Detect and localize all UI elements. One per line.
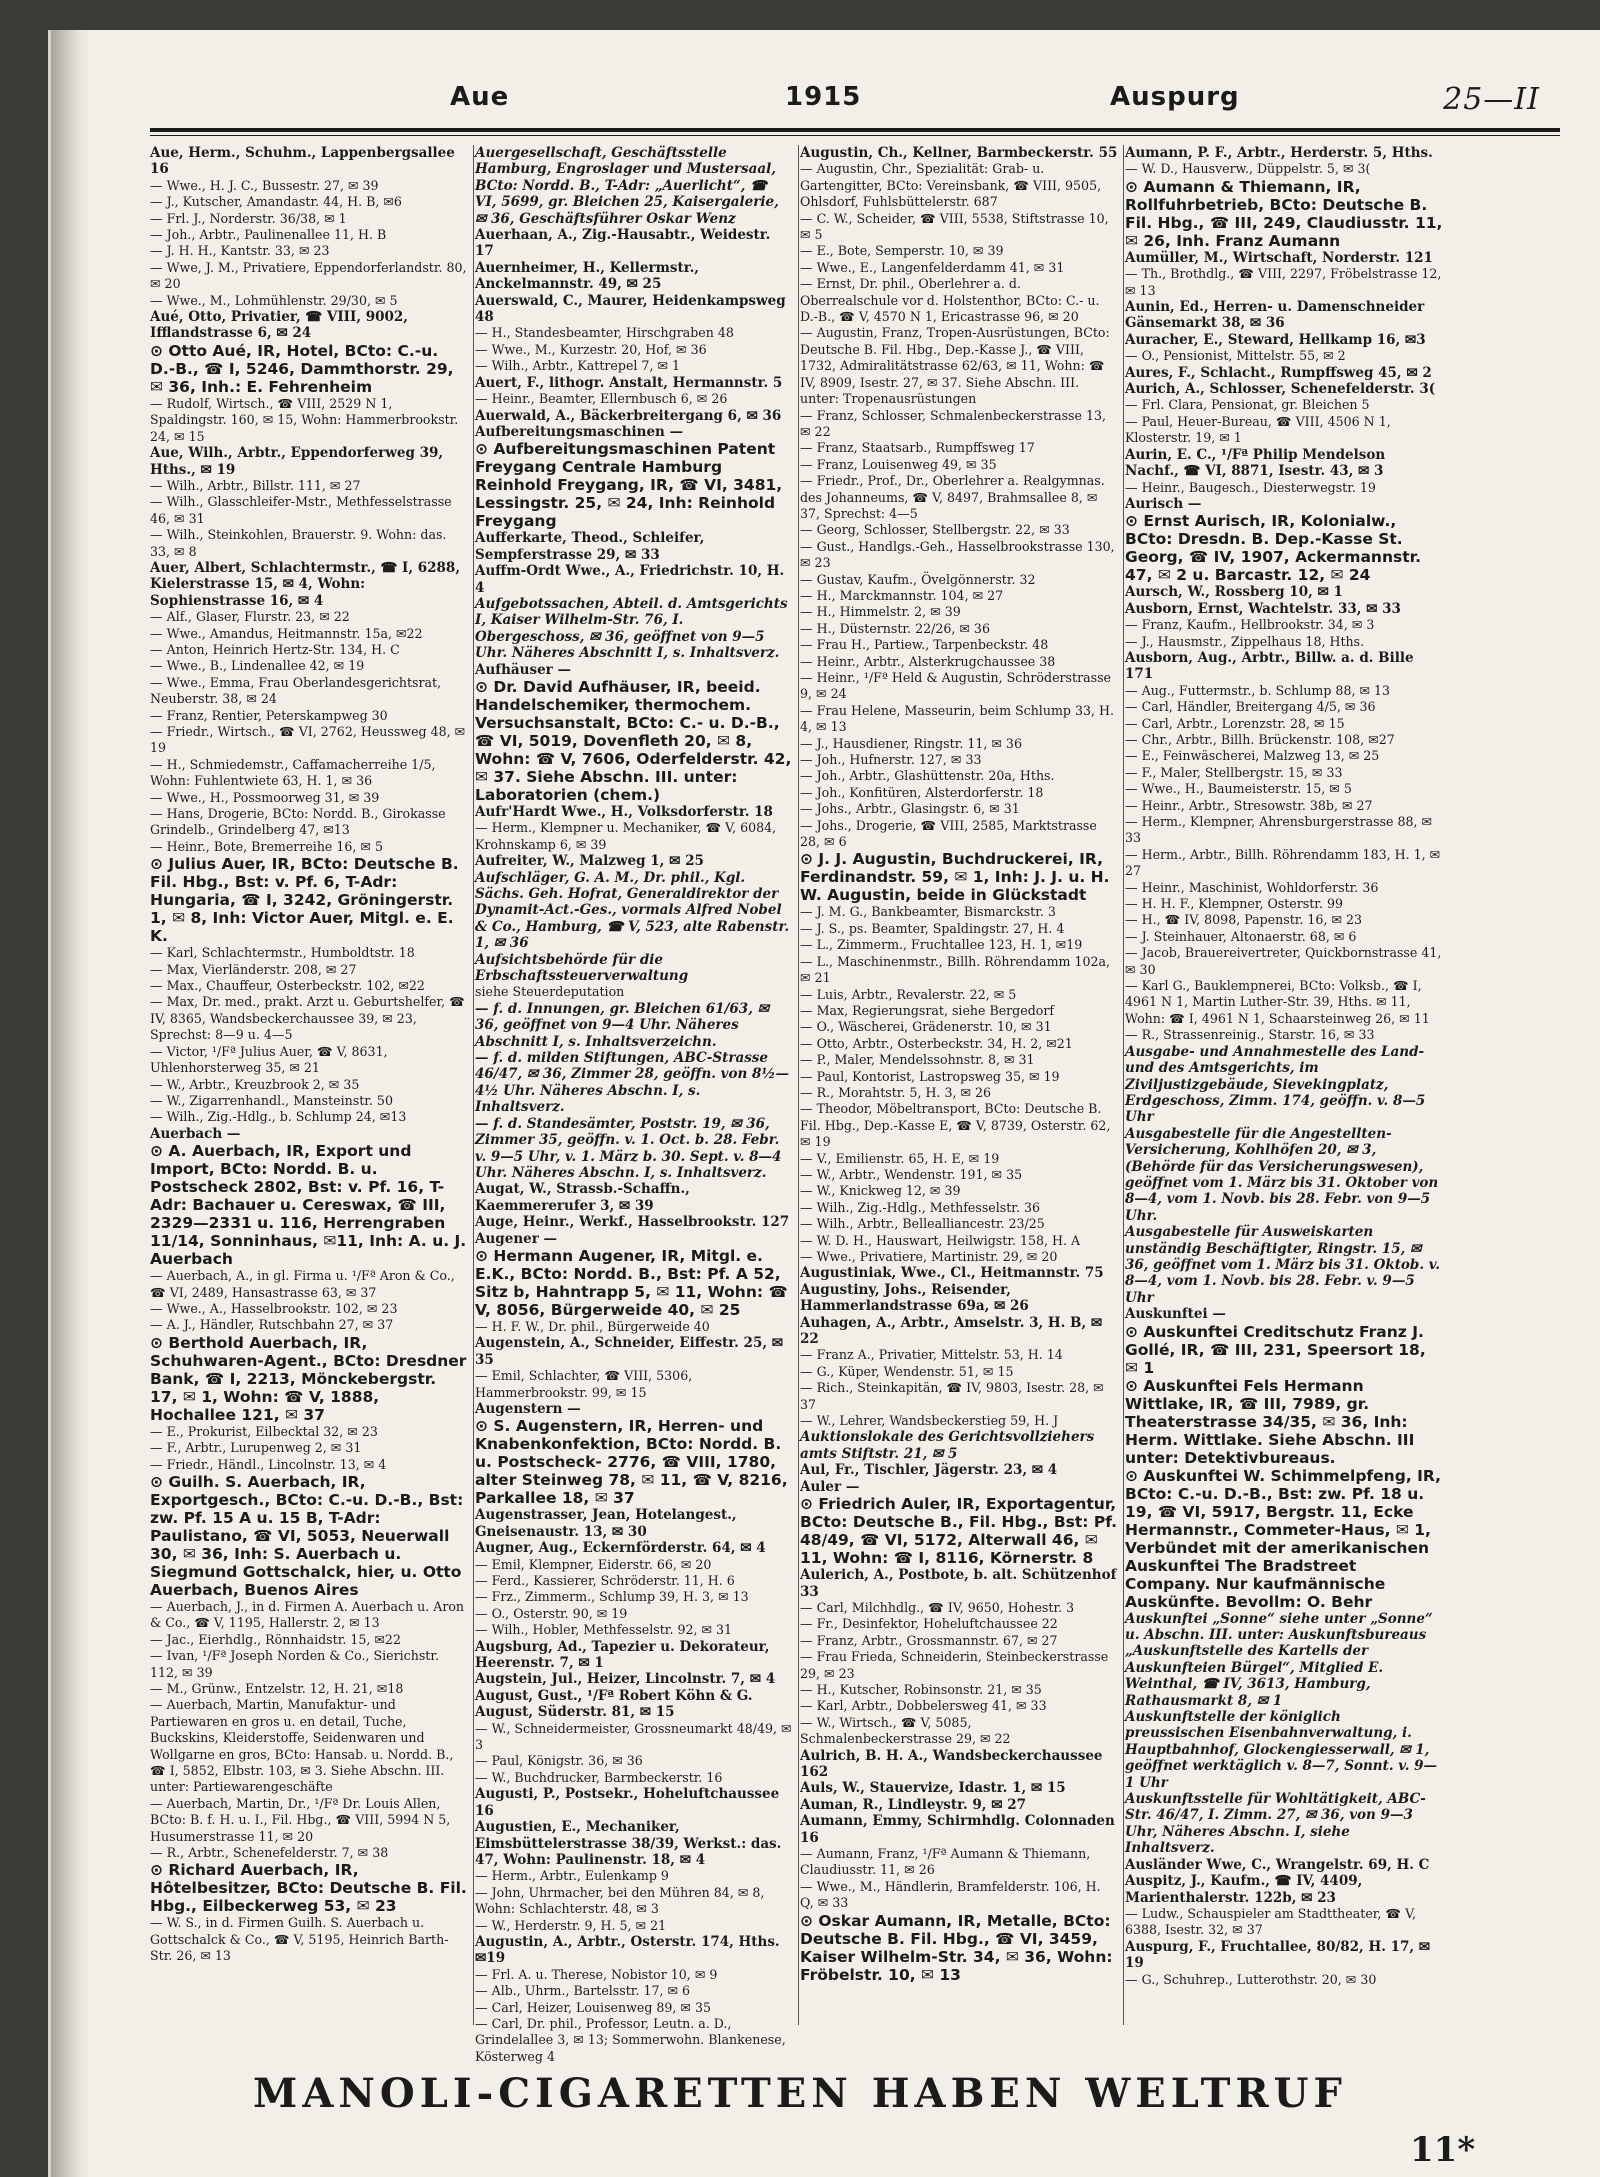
directory-entry: — Ivan, ¹/Fª Joseph Norden & Co., Sierichstr. 112, ✉ 39 — [150, 1648, 440, 1680]
directory-entry: — J. Steinhauer, Altonaerstr. 68, ✉ 6 — [1125, 928, 1357, 944]
directory-entry: — Carl, Dr. phil., Professor, Leutn. a. D., Grindelallee 3, ✉ 13; Sommerwohn. Blankenese, Kösterweg 4 — [475, 2015, 786, 2064]
directory-entry: Aufhäuser — — [475, 661, 571, 678]
directory-entry: — Franz, Arbtr., Grossmannstr. 67, ✉ 27 — [800, 1632, 1058, 1648]
directory-entry: — W., Schneidermeister, Grossneumarkt 48/49, ✉ 3 — [475, 1720, 792, 1753]
directory-entry: — Max., Chauffeur, Osterbeckstr. 102, ✉22 — [150, 978, 425, 994]
directory-entry: — Wwe., M., Händlerin, Bramfelderstr. 106, H. Q, ✉ 33 — [800, 1878, 1101, 1911]
directory-entry: Auergesellschaft, Geschäftsstelle Hamburg, Engroslager und Mustersaal, BCto: Nordd. B., T-Adr: „Auerlicht“, ☎ VI, 5699, gr. Bleichen 25, Kaisergalerie, ✉ 36, Geschäftsführer Oskar Wenz — [475, 145, 779, 227]
directory-entry: Aufsichtsbehörde für die Erbschaftssteuerverwaltung — [475, 951, 689, 985]
directory-entry: — Aug., Futtermstr., b. Schlump 88, ✉ 13 — [1125, 682, 1391, 698]
directory-entry: — Carl, Arbtr., Lorenzstr. 28, ✉ 15 — [1125, 715, 1345, 731]
directory-entry: ⊙ A. Auerbach, IR, Export und Import, BCto: Nordd. B. u. Postscheck 2802, Bst: v. Pf. 16, T-Adr: Bachauer u. Cereswax, ☎ III, 2329—2331 u. 116, Herrengraben 11/14, Sonninhaus, ✉11, Inh: A. u. J. Auerbach — [150, 1142, 467, 1269]
directory-entry: Aufgebotssachen, Abteil. d. Amtsgerichts I, Kaiser Wilhelm-Str. 76, I. Obergeschoss, ✉ 36, geöffnet von 9—5 Uhr. Näheres Abschnitt I, s. Inhaltsverz. — [475, 595, 788, 662]
directory-entry: — H., Standesbeamter, Hirschgraben 48 — [475, 325, 734, 341]
column-2 — [475, 145, 793, 2064]
directory-entry: — Johs., Arbtr., Glasingstr. 6, ✉ 31 — [800, 801, 1020, 817]
directory-entry: Auskunftei — — [1125, 1306, 1226, 1323]
header-rule-thin — [150, 135, 1560, 136]
directory-entry: — Friedr., Prof., Dr., Oberlehrer a. Realgymnas. des Johanneums, ☎ V, 8497, Brahmsallee 8, ✉ 37, Sprechst: 4—5 — [800, 473, 1105, 521]
directory-entry: Auerhaan, A., Zig.-Hausabtr., Weidestr. 17 — [475, 227, 771, 260]
directory-entry: Augener — — [475, 1230, 558, 1247]
directory-entry: — Alf., Glaser, Flurstr. 23, ✉ 22 — [150, 609, 350, 625]
directory-entry: ⊙ Aufbereitungsmaschinen Patent Freygang Centrale Hamburg Reinhold Freygang, IR, ☎ VI, 3481, Lessingstr. 25, ✉ 24, Inh: Reinhold Freygang — [475, 440, 783, 531]
directory-entry: Auktionslokale des Gerichtsvollziehers amts Stiftstr. 21, ✉ 5 — [800, 1429, 1095, 1462]
directory-entry: Auspitz, J., Kaufm., ☎ IV, 4409, Marienthalerstr. 122b, ✉ 23 — [1125, 1873, 1363, 1906]
directory-entry: — A. J., Händler, Rutschbahn 27, ✉ 37 — [150, 1317, 394, 1333]
directory-entry: Ausländer Wwe, C., Wrangelstr. 69, H. C — [1125, 1856, 1430, 1873]
header-last-name: Auspurg — [1110, 82, 1240, 112]
directory-entry: ⊙ Oskar Aumann, IR, Metalle, BCto: Deutsche B. Fil. Hbg., ☎ VI, 3459, Kaiser Wilhelm-Str. 34, ✉ 36, Wohn: Fröbelstr. 10, ✉ 13 — [800, 1911, 1113, 1984]
directory-entry: — Rudolf, Wirtsch., ☎ VIII, 2529 N 1, Spaldingstr. 160, ✉ 15, Wohn: Hammerbrookstr. 24, ✉ 15 — [150, 395, 459, 444]
directory-entry: siehe Steuerdeputation — [475, 984, 625, 1000]
directory-entry: ⊙ Ernst Aurisch, IR, Kolonialw., BCto: Dresdn. B. Dep.-Kasse St. Georg, ☎ IV, 1907, Ackermannstr. 47, ✉ 2 u. Barcastr. 12, ✉ 24 — [1125, 512, 1421, 585]
directory-entry: — Otto, Arbtr., Osterbeckstr. 34, H. 2, ✉21 — [800, 1035, 1073, 1051]
directory-entry: ⊙ Hermann Augener, IR, Mitgl. e. E.K., BCto: Nordd. B., Bst: Pf. A 52, Sitz b, Hahntrapp 5, ✉ 11, Wohn: ☎ V, 8056, Bürgerweide 40, ✉ 25 — [475, 1246, 788, 1319]
header-rule — [150, 128, 1560, 132]
page-header — [110, 82, 1560, 122]
directory-entry: — Herm., Arbtr., Billh. Röhrendamm 183, H. 1, ✉ 27 — [1125, 846, 1441, 879]
directory-entry: Aufferkarte, Theod., Schleifer, Sempferstrasse 29, ✉ 33 — [475, 530, 705, 563]
directory-entry: Augustien, E., Mechaniker, Eimsbüttelerstrasse 38/39, Werkst.: das. 47, Wohn: Paulinenstr. 18, ✉ 4 — [475, 1819, 782, 1868]
directory-entry: — Auerbach, A., in gl. Firma u. ¹/Fª Aron & Co., ☎ VI, 2489, Hansastrasse 63, ✉ 37 — [150, 1268, 455, 1300]
directory-entry: — Paul, Heuer-Bureau, ☎ VIII, 4506 N 1, Klosterstr. 19, ✉ 1 — [1125, 413, 1391, 446]
directory-entry: — P., Maler, Mendelssohnstr. 8, ✉ 31 — [800, 1052, 1035, 1068]
directory-entry: ⊙ Richard Auerbach, IR, Hôtelbesitzer, BCto: Deutsche B. Fil. Hbg., Eilbeckerweg 53, ✉ 23 — [150, 1861, 467, 1916]
column-4 — [1125, 145, 1443, 2025]
directory-entry: — Ernst, Dr. phil., Oberlehrer a. d. Oberrealschule vor d. Holstenthor, BCto: C.- u. D.-B., ☎ V, 4570 N 1, Ericastrasse 96, ✉ 20 — [800, 276, 1100, 325]
directory-entry: ⊙ J. J. Augustin, Buchdruckerei, IR, Ferdinandstr. 59, ✉ 1, Inh: J. J. u. H. W. Augustin, beide in Glückstadt — [800, 850, 1110, 905]
directory-entry: — Joh., Konfitüren, Alsterdorferstr. 18 — [800, 784, 1044, 800]
directory-entry: — G., Schuhrep., Lutterothstr. 20, ✉ 30 — [1125, 1971, 1377, 1987]
directory-entry: — O., Wäscherei, Grädenerstr. 10, ✉ 31 — [800, 1019, 1052, 1035]
directory-entry: ⊙ Berthold Auerbach, IR, Schuhwaren-Agent., BCto: Dresdner Bank, ☎ I, 2213, Mönckebergstr. 17, ✉ 1, Wohn: ☎ V, 1888, Hochallee 121, ✉ 37 — [150, 1333, 467, 1424]
directory-entry: — Luis, Arbtr., Revalerstr. 22, ✉ 5 — [800, 986, 1017, 1002]
directory-entry: Augenstein, A., Schneider, Eiffestr. 25, ✉ 35 — [475, 1335, 784, 1368]
directory-entry: — Frau Frieda, Schneiderin, Steinbeckerstrasse 29, ✉ 23 — [800, 1649, 1109, 1681]
directory-entry: — Auerbach, Martin, Manufaktur- und Partiewaren en gros u. en detail, Tuche, Buckskins, Kleiderstoffe, Seidenwaren und Wollgarne en gros, BCto: Hansab. u. Nordd. B., ☎ I, 5852, Elbstr. 103, ✉ 3. Siehe Abschn. III. unter: Partiewarengeschäfte — [150, 1697, 454, 1795]
directory-entry: Augsburg, Ad., Tapezier u. Dekorateur, Heerenstr. 7, ✉ 1 — [475, 1638, 770, 1672]
directory-entry: — F., Arbtr., Lurupenweg 2, ✉ 31 — [150, 1440, 362, 1456]
signature-mark: 11* — [1410, 2130, 1476, 2170]
directory-entry: — Wwe., H., Baumeisterstr. 15, ✉ 5 — [1125, 781, 1352, 797]
directory-entry: — Wilh., Arbtr., Bellealliancestr. 23/25 — [800, 1216, 1045, 1232]
directory-entry: ⊙ Otto Aué, IR, Hotel, BCto: C.-u. D.-B., ☎ I, 5246, Dammthorstr. 29, ✉ 36, Inh.: E. Fehrenheim — [150, 341, 454, 396]
directory-entry: — W., Herderstr. 9, H. 5, ✉ 21 — [475, 1917, 667, 1933]
directory-entry: Auerswald, C., Maurer, Heidenkampsweg 48 — [475, 292, 786, 326]
directory-entry: — Johs., Drogerie, ☎ VIII, 2585, Marktstrasse 28, ✉ 6 — [800, 817, 1097, 850]
directory-entry: — Wilh., Arbtr., Billstr. 111, ✉ 27 — [150, 477, 361, 493]
directory-entry: — Carl, Heizer, Louisenweg 89, ✉ 35 — [475, 1999, 712, 2015]
directory-entry: — Franz, Kaufm., Hellbrookstr. 34, ✉ 3 — [1125, 617, 1375, 633]
directory-entry: — Jac., Eierhdlg., Rönnhaidstr. 15, ✉22 — [150, 1631, 401, 1647]
directory-entry: — R., Strassenreinig., Starstr. 16, ✉ 33 — [1125, 1027, 1375, 1043]
directory-entry: — Max, Regierungsrat, siehe Bergedorf — [800, 1002, 1055, 1018]
directory-entry: Auman, R., Lindleystr. 9, ✉ 27 — [800, 1796, 1026, 1813]
directory-entry: — Frl. J., Norderstr. 36/38, ✉ 1 — [150, 210, 347, 226]
directory-entry: — Frz., Zimmerm., Schlump 39, H. 3, ✉ 13 — [475, 1589, 749, 1605]
directory-entry: Aumann, P. F., Arbtr., Herderstr. 5, Hths. — [1125, 145, 1433, 161]
directory-entry: — f. d. milden Stiftungen, ABC-Strasse 46/47, ✉ 36, Zimmer 28, geöffn. von 8½—4½ Uhr. Näheres Abschn. I, s. Inhaltsverz. — [475, 1050, 789, 1116]
directory-entry: — Ludw., Schauspieler am Stadttheater, ☎ V, 6388, Isestr. 32, ✉ 37 — [1125, 1905, 1416, 1938]
directory-entry: — Heinr., Beamter, Ellernbusch 6, ✉ 26 — [475, 391, 728, 407]
directory-entry: — Fr., Desinfektor, Hoheluftchaussee 22 — [800, 1616, 1058, 1632]
directory-entry: Ausgabe- und Annahmestelle des Land- und des Amtsgerichts, im Ziviljustizgebäude, Sievekingplatz, Erdgeschoss, Zimm. 174, geöffn. v. 8—5 Uhr — [1125, 1043, 1426, 1126]
directory-entry: — Heinr., Baugesch., Diesterwegstr. 19 — [1125, 479, 1376, 495]
directory-entry: — W., Knickweg 12, ✉ 39 — [800, 1183, 961, 1199]
directory-entry: Aures, F., Schlacht., Rumpffsweg 45, ✉ 2 — [1125, 364, 1432, 381]
directory-entry: — Wwe., Emma, Frau Oberlandesgerichtsrat, Neuberstr. 38, ✉ 24 — [150, 674, 442, 707]
directory-entry: ⊙ Julius Auer, IR, BCto: Deutsche B. Fil. Hbg., Bst: v. Pf. 6, T-Adr: Hungaria, ☎ I, 3242, Gröningerstr. 1, ✉ 8, Inh: Victor Auer, Mitgl. e. E. K. — [150, 855, 459, 946]
advertisement-banner: MANOLI-CIGARETTEN HABEN WELTRUF — [253, 2070, 1347, 2117]
directory-entry: Auernheimer, H., Kellermstr., Anckelmannstr. 49, ✉ 25 — [475, 259, 699, 293]
directory-entry: Augner, Aug., Eckernförderstr. 64, ✉ 4 — [475, 1540, 766, 1557]
directory-entry: Augustiniak, Wwe., Cl., Heitmannstr. 75 — [800, 1265, 1104, 1282]
directory-entry: Auspurg, F., Fruchtallee, 80/82, H. 17, ✉19 — [1125, 1938, 1431, 1972]
directory-entry: — Anton, Heinrich Hertz-Str. 134, H. C — [150, 641, 400, 657]
directory-entry: Auert, F., lithogr. Anstalt, Hermannstr. 5 — [475, 374, 783, 391]
directory-entry: — W. S., in d. Firmen Guilh. S. Auerbach u. Gottschalck & Co., ☎ V, 5195, Heinrich Barth-Str. 26, ✉ 13 — [150, 1915, 449, 1964]
directory-entry: — Wwe., B., Lindenallee 42, ✉ 19 — [150, 658, 365, 674]
directory-entry: — Heinr., Arbtr., Alsterkrugchaussee 38 — [800, 653, 1056, 669]
directory-entry: Augusti, P., Postsekr., Hoheluftchaussee 16 — [475, 1786, 780, 1819]
directory-entry: — Franz A., Privatier, Mittelstr. 53, H. 14 — [800, 1347, 1063, 1363]
directory-entry: — Max, Dr. med., prakt. Arzt u. Geburtshelfer, ☎ IV, 8365, Wandsbeckerchaussee 39, ✉ 23, Sprechst: 8—9 u. 4—5 — [150, 994, 465, 1043]
directory-entry: Aumann, Emmy, Schirmhdlg. Colonnaden 16 — [800, 1813, 1115, 1846]
directory-entry: — Wilh., Zig.-Hdlg., Methfesselstr. 36 — [800, 1199, 1040, 1215]
directory-entry: — Wilh., Arbtr., Kattrepel 7, ✉ 1 — [475, 358, 681, 374]
directory-entry: — Wwe., A., Hasselbrookstr. 102, ✉ 23 — [150, 1300, 398, 1316]
directory-entry: Aufbereitungsmaschinen — — [475, 423, 684, 440]
directory-entry: Ausborn, Ernst, Wachtelstr. 33, ✉ 33 — [1125, 600, 1401, 617]
directory-entry: Aursch, W., Rossberg 10, ✉ 1 — [1125, 584, 1343, 601]
directory-entry: — Auerbach, Martin, Dr., ¹/Fª Dr. Louis Allen, BCto: B. f. H. u. I., Fil. Hbg., ☎ VIII, 5994 N 5, Husumerstrasse 11, ✉ 20 — [150, 1795, 451, 1844]
directory-entry: Aurin, E. C., ¹/Fª Philip Mendelson Nachf., ☎ VI, 8871, Isestr. 43, ✉ 3 — [1125, 446, 1386, 480]
directory-entry: — E., Feinwäscherei, Malzweg 13, ✉ 25 — [1125, 748, 1380, 764]
header-year: 1915 — [785, 82, 862, 112]
directory-entry: — H., Schmiedemstr., Caffamacherreihe 1/5, Wohn: Fuhlentwiete 63, H. 1, ✉ 36 — [150, 756, 436, 789]
directory-entry: — Hans, Drogerie, BCto: Nordd. B., Girokasse Grindelb., Grindelberg 47, ✉13 — [150, 806, 446, 838]
directory-entry: — Wilh., Steinkohlen, Brauerstr. 9. Wohn: das. 33, ✉ 8 — [150, 527, 447, 559]
directory-entry: Aul, Fr., Tischler, Jägerstr. 23, ✉ 4 — [800, 1462, 1058, 1479]
directory-entry: — E., Prokurist, Eilbecktal 32, ✉ 23 — [150, 1423, 378, 1439]
directory-entry: — Herm., Klempner, Ahrensburgerstrasse 88, ✉ 33 — [1125, 814, 1433, 846]
directory-entry: — Frl. A. u. Therese, Nobistor 10, ✉ 9 — [475, 1966, 718, 1982]
directory-entry: — W., Lehrer, Wandsbeckerstieg 59, H. J — [800, 1413, 1059, 1429]
directory-entry: — Paul, Königstr. 36, ✉ 36 — [475, 1753, 643, 1769]
directory-entry: — Joh., Arbtr., Paulinenallee 11, H. B — [150, 227, 387, 243]
directory-entry: ⊙ Auskunftei Creditschutz Franz J. Gollé, IR, ☎ III, 231, Speersort 18, ✉ 1 — [1125, 1322, 1426, 1377]
directory-entry: — L., Maschinenmstr., Billh. Röhrendamm 102a, ✉ 21 — [800, 953, 1111, 986]
directory-entry: — Wwe., H., Possmoorweg 31, ✉ 39 — [150, 789, 380, 805]
directory-entry: Aufr'Hardt Wwe., H., Volksdorferstr. 18 — [475, 803, 773, 820]
column-1 — [150, 145, 468, 2025]
directory-entry: — Georg, Schlosser, Stellbergstr. 22, ✉ 33 — [800, 522, 1070, 538]
directory-entry: — Th., Brothdlg., ☎ VIII, 2297, Fröbelstrasse 12, ✉ 13 — [1125, 266, 1442, 298]
directory-entry: — J. S., ps. Beamter, Spaldingstr. 27, H. 4 — [800, 920, 1065, 936]
directory-entry: — Joh., Hufnerstr. 127, ✉ 33 — [800, 752, 982, 768]
directory-entry: — V., Emilienstr. 65, H. E, ✉ 19 — [800, 1150, 1000, 1166]
directory-entry: Ausgabestelle für die Angestellten-Versicherung, Kohlhöfen 20, ✉ 3, (Behörde für das Versicherungswesen), geöffnet vom 1. März bis 31. Oktober von 8—4, vom 1. Novb. bis 28. Febr. von 9—5 Uhr. — [1125, 1125, 1439, 1224]
book-gutter — [51, 30, 91, 2177]
directory-entry: — H., Marckmannstr. 104, ✉ 27 — [800, 587, 1004, 603]
directory-entry: ⊙ Dr. David Aufhäuser, IR, beeid. Handelschemiker, thermochem. Versuchsanstalt, BCto: C.- u. D.-B., ☎ VI, 5019, Dovenfleth 20, ✉ 8, Wohn: ☎ V, 7606, Oderfelderstr. 42, ✉ 37. Siehe Abschn. III. unter: Laboratorien (chem.) — [475, 677, 792, 804]
directory-columns — [150, 145, 1450, 2064]
directory-entry: — O., Pensionist, Mittelstr. 55, ✉ 2 — [1125, 348, 1346, 364]
directory-entry: Aué, Otto, Privatier, ☎ VIII, 9002, Ifflandstrasse 6, ✉ 24 — [150, 309, 408, 342]
directory-entry: Augenstern — — [475, 1400, 581, 1417]
directory-entry: Aue, Wilh., Arbtr., Eppendorferweg 39, Hths., ✉ 19 — [150, 445, 444, 478]
directory-entry: Augat, W., Strassb.-Schaffn., Kaemmererufer 3, ✉ 39 — [475, 1181, 690, 1214]
directory-entry: Auler — — [800, 1478, 860, 1495]
directory-entry: — Gust., Handlgs.-Geh., Hasselbrookstrasse 130, ✉ 23 — [800, 538, 1115, 571]
directory-entry: Auerbach — — [150, 1125, 241, 1142]
directory-entry: Aufreiter, W., Malzweg 1, ✉ 25 — [475, 853, 704, 870]
directory-entry: — John, Uhrmacher, bei den Mühren 84, ✉ 8, Wohn: Schlachterstr. 48, ✉ 3 — [475, 1884, 765, 1917]
directory-entry: — E., Bote, Semperstr. 10, ✉ 39 — [800, 243, 1004, 259]
directory-entry: — f. d. Standesämter, Poststr. 19, ✉ 36, Zimmer 35, geöffn. v. 1. Oct. b. 28. Febr. v. 9—5 Uhr, v. 1. März b. 30. Sept. v. 8—4 Uhr. Näheres Abschn. I, s. Inhaltsverz. — [475, 1115, 782, 1181]
directory-entry: ⊙ Friedrich Auler, IR, Exportagentur, BCto: Deutsche B., Fil. Hbg., Bst: Pf. 48/49, ☎ VI, 5172, Alterwall 46, ✉ 11, Wohn: ☎ I, 8116, Körnerstr. 8 — [800, 1495, 1118, 1568]
directory-entry: — Aumann, Franz, ¹/Fª Aumann & Thiemann, Claudiusstr. 11, ✉ 26 — [800, 1846, 1091, 1878]
directory-entry: — Chr., Arbtr., Billh. Brückenstr. 108, ✉27 — [1125, 731, 1395, 747]
directory-entry: — Rich., Steinkapitän, ☎ IV, 9803, Isestr. 28, ✉ 37 — [800, 1380, 1104, 1412]
directory-entry: — Franz, Rentier, Peterskampweg 30 — [150, 707, 388, 723]
directory-entry: — Emil, Schlachter, ☎ VIII, 5306, Hammerbrookstr. 99, ✉ 15 — [475, 1368, 693, 1400]
directory-entry: — Victor, ¹/Fª Julius Auer, ☎ V, 8631, Uhlenhorsterweg 35, ✉ 21 — [150, 1043, 388, 1076]
directory-entry: „Auskunftstelle des Kartells der Auskunfteien Bürgel“, Mitglied E. Weinthal, ☎ IV, 3613, Hamburg, Rathausmarkt 8, ✉ 1 — [1125, 1643, 1384, 1709]
directory-entry: — Joh., Arbtr., Glashüttenstr. 20a, Hths. — [800, 768, 1055, 784]
directory-entry: — H. H. F., Klempner, Osterstr. 99 — [1125, 896, 1343, 912]
directory-entry: — Franz, Staatsarb., Rumpffsweg 17 — [800, 440, 1035, 456]
directory-entry: — W., Arbtr., Kreuzbrook 2, ✉ 35 — [150, 1076, 360, 1092]
directory-entry: — O., Osterstr. 90, ✉ 19 — [475, 1605, 628, 1621]
directory-entry: — Karl, Arbtr., Dobbelersweg 41, ✉ 33 — [800, 1698, 1047, 1714]
directory-entry: ⊙ Guilh. S. Auerbach, IR, Exportgesch., BCto: C.-u. D.-B., Bst: zw. Pf. 15 A u. 15 B, T-Adr: Paulistano, ☎ VI, 5053, Neuerwall 30, ✉ 36, Inh: S. Auerbach u. Siegmund Gottschalck, hier, u. Otto Auerbach, Buenos Aires — [150, 1472, 464, 1599]
directory-entry: — Herm., Klempner u. Mechaniker, ☎ V, 6084, Krohnskamp 6, ✉ 39 — [475, 820, 777, 852]
directory-entry: — Gustav, Kaufm., Övelgönnerstr. 32 — [800, 571, 1036, 587]
directory-entry: — Franz, Louisenweg 49, ✉ 35 — [800, 456, 997, 472]
directory-entry: — Auerbach, J., in d. Firmen A. Auerbach u. Aron & Co., ☎ V, 1195, Hallerstr. 2, ✉ 13 — [150, 1598, 465, 1631]
directory-entry: — Heinr., ¹/Fª Held & Augustin, Schröderstrasse 9, ✉ 24 — [800, 670, 1111, 702]
directory-entry: — Wilh., Hobler, Methfesselstr. 92, ✉ 31 — [475, 1622, 733, 1638]
column-3 — [800, 145, 1118, 2025]
directory-entry: — Wwe., M., Kurzestr. 20, Hof, ✉ 36 — [475, 341, 707, 357]
directory-entry: — Wwe., M., Lohmühlenstr. 29/30, ✉ 5 — [150, 292, 398, 308]
directory-entry: — Wwe., H. J. C., Bussestr. 27, ✉ 39 — [150, 177, 379, 193]
directory-entry: Auskunftsstelle für Wohltätigkeit, ABC-Str. 46/47, I. Zimm. 27, ✉ 36, von 9—3 Uhr, Näheres Abschn. I, siehe Inhaltsverz. — [1125, 1791, 1426, 1857]
directory-entry: — Wwe., Amandus, Heitmannstr. 15a, ✉22 — [150, 625, 423, 641]
directory-entry: Auskunftstelle der königlich preussischen Eisenbahnverwaltung, i. Hauptbahnhof, Glockengiesserwall, ✉ 1, geöffnet werktäglich v. 8—7, Sonnt. v. 9—1 Uhr — [1125, 1709, 1438, 1791]
directory-entry: Aurich, A., Schlosser, Schenefelderstr. 3( — [1125, 381, 1436, 398]
directory-entry: — Ferd., Kassierer, Schröderstr. 11, H. 6 — [475, 1573, 735, 1588]
directory-entry: — W., Arbtr., Wendenstr. 191, ✉ 35 — [800, 1166, 1023, 1182]
directory-entry: Aue, Herm., Schuhm., Lappenbergsallee 16 — [150, 145, 455, 178]
directory-entry: — W., Wirtsch., ☎ V, 5085, Schmalenbeckerstrasse 29, ✉ 22 — [800, 1714, 1011, 1747]
directory-entry: Auerwald, A., Bäckerbreitergang 6, ✉ 36 — [475, 407, 782, 424]
directory-entry: — W., Zigarrenhandl., Mansteinstr. 50 — [150, 1092, 393, 1108]
directory-entry: Auge, Heinr., Werkf., Hasselbrookstr. 127 — [475, 1214, 790, 1231]
header-first-name: Aue — [450, 82, 510, 112]
directory-entry: — Heinr., Bote, Bremerreihe 16, ✉ 5 — [150, 838, 383, 854]
header-page-number: 25—II — [1443, 82, 1540, 117]
directory-entry: — Jacob, Brauereivertreter, Quickbornstrasse 41, ✉ 30 — [1125, 945, 1442, 977]
directory-entry: — Emil, Klempner, Eiderstr. 66, ✉ 20 — [475, 1556, 712, 1572]
directory-entry: — Karl G., Bauklempnerei, BCto: Volksb., ☎ I, 4961 N 1, Martin Luther-Str. 39, Hths. ✉ 11, Wohn: ☎ I, 4961 N 1, Schaarsteinweg 26, ✉ 11 — [1125, 978, 1430, 1026]
directory-entry: — H. F. W., Dr. phil., Bürgerweide 40 — [475, 1318, 710, 1334]
directory-entry: Aufschläger, G. A. M., Dr. phil., Kgl. Sächs. Geh. Hofrat, Generaldirektor der Dynamit-Act.-Ges., vormals Alfred Nobel & Co., Hamburg, ☎ V, 523, alte Rabenstr. 1, ✉ 36 — [475, 869, 790, 952]
directory-entry: Ausborn, Aug., Arbtr., Billw. a. d. Bille 171 — [1125, 649, 1414, 683]
directory-entry: — M., Grünw., Entzelstr. 12, H. 21, ✉18 — [150, 1681, 404, 1696]
directory-entry: ⊙ Auskunftei W. Schimmelpfeng, IR, BCto: C.-u. D.-B., Bst: zw. Pf. 18 u. 19, ☎ VI, 5917, Bergstr. 11, Ecke Hermannstr., Commeter-Haus, ✉ 1, Verbündet mit der amerikanischen Auskunftei The Bradstreet Company. Nur kaufmännische Auskünfte. Bevollm: O. Behr — [1125, 1466, 1441, 1611]
directory-entry: — J. M. G., Bankbeamter, Bismarckstr. 3 — [800, 904, 1056, 920]
directory-entry: — Franz, Schlosser, Schmalenbeckerstrasse 13, ✉ 22 — [800, 407, 1107, 439]
directory-entry: — Alb., Uhrm., Bartelsstr. 17, ✉ 6 — [475, 1983, 691, 1999]
directory-entry: — R., Arbtr., Schenefelderstr. 7, ✉ 38 — [150, 1845, 389, 1861]
directory-entry: — Wilh., Zig.-Hdlg., b. Schlump 24, ✉13 — [150, 1109, 407, 1125]
directory-entry: — Friedr., Wirtsch., ☎ VI, 2762, Heussweg 48, ✉ 19 — [150, 724, 466, 756]
directory-entry: — Max, Vierländerstr. 208, ✉ 27 — [150, 961, 357, 977]
directory-entry: — Augustin, Franz, Tropen-Ausrüstungen, BCto: Deutsche B. Fil. Hbg., Dep.-Kasse J., ☎ VIII, 1732, Admiralitätstrasse 62/63, ✉ 11, Wohn: ☎ IV, 8909, Isestr. 27, ✉ 37. Siehe Abschn. III. unter: Tropenausrüstungen — [800, 325, 1110, 407]
directory-entry: — G., Küper, Wendenstr. 51, ✉ 15 — [800, 1363, 1014, 1379]
directory-entry: — f. d. Innungen, gr. Bleichen 61/63, ✉ 36, geöffnet von 9—4 Uhr. Näheres Abschnitt I, s. Inhaltsverzeichn. — [475, 1000, 769, 1050]
directory-entry: Augenstrasser, Jean, Hotelangest., Gneisenaustr. 13, ✉ 30 — [475, 1507, 737, 1540]
directory-entry: — Frl. Clara, Pensionat, gr. Bleichen 5 — [1125, 397, 1370, 413]
directory-entry: Augstein, Jul., Heizer, Lincolnstr. 7, ✉ 4 — [475, 1671, 776, 1688]
directory-entry: Auskunftei „Sonne“ siehe unter „Sonne“ u. Abschn. III. unter: Auskunftsbureaus — [1125, 1610, 1433, 1643]
directory-entry: Aumüller, M., Wirtschaft, Norderstr. 121 — [1125, 249, 1433, 266]
directory-entry: Aulrich, B. H. A., Wandsbeckerchaussee 162 — [800, 1747, 1103, 1780]
directory-entry: — Wwe., E., Langenfelderdamm 41, ✉ 31 — [800, 259, 1065, 275]
directory-entry: — J., Kutscher, Amandastr. 44, H. B, ✉6 — [150, 194, 402, 210]
directory-entry: Augustiny, Johs., Reisender, Hammerlandstrasse 69a, ✉ 26 — [800, 1281, 1029, 1315]
directory-entry: — Carl, Milchhdlg., ☎ IV, 9650, Hohestr. 3 — [800, 1599, 1075, 1615]
directory-entry: Auer, Albert, Schlachtermstr., ☎ I, 6288, Kielerstrasse 15, ✉ 4, Wohn: Sophienstrasse 16, ✉ 4 — [150, 559, 461, 609]
directory-entry: — F., Maler, Stellbergstr. 15, ✉ 33 — [1125, 764, 1343, 780]
directory-entry: — Heinr., Arbtr., Stresowstr. 38b, ✉ 27 — [1125, 797, 1373, 813]
directory-entry: ⊙ Aumann & Thiemann, IR, Rollfuhrbetrieb, BCto: Deutsche B. Fil. Hbg., ☎ III, 249, Claudiusstr. 11, ✉ 26, Inh. Franz Aumann — [1125, 177, 1443, 250]
directory-entry: — Frau H., Partiew., Tarpenbeckstr. 48 — [800, 637, 1049, 653]
directory-entry: Aurisch — — [1125, 495, 1202, 512]
directory-entry: — L., Zimmerm., Fruchtallee 123, H. 1, ✉19 — [800, 937, 1083, 953]
directory-entry: — Carl, Händler, Breitergang 4/5, ✉ 36 — [1125, 699, 1376, 715]
directory-entry: — W. D., Hausverw., Düppelstr. 5, ✉ 3( — [1125, 161, 1371, 177]
directory-entry: — J., Hausdiener, Ringstr. 11, ✉ 36 — [800, 735, 1022, 751]
directory-entry: — Paul, Kontorist, Lastropsweg 35, ✉ 19 — [800, 1068, 1060, 1084]
directory-entry: — W., Buchdrucker, Barmbeckerstr. 16 — [475, 1769, 723, 1785]
directory-entry: Auffm-Ordt Wwe., A., Friedrichstr. 10, H. 4 — [475, 563, 785, 596]
directory-entry: Aunin, Ed., Herren- u. Damenschneider Gänsemarkt 38, ✉ 36 — [1125, 299, 1425, 332]
directory-entry: — Wwe, J. M., Privatiere, Eppendorferlandstr. 80, ✉ 20 — [150, 259, 467, 292]
directory-entry: — Wilh., Glasschleifer-Mstr., Methfesselstrasse 46, ✉ 31 — [150, 494, 452, 526]
directory-entry: — Frau Helene, Masseurin, beim Schlump 33, H. 4, ✉ 13 — [800, 702, 1114, 735]
directory-entry: Ausgabestelle für Ausweiskarten unständig Beschäftigter, Ringstr. 15, ✉ 36, geöffnet vom 1. März bis 31. Oktob. v. 8—4, vom 1. Novb. bis 28. Febr. v. 9—5 Uhr — [1125, 1224, 1440, 1306]
directory-entry: — H., Himmelstr. 2, ✉ 39 — [800, 604, 961, 620]
directory-entry: Augustin, Ch., Kellner, Barmbeckerstr. 55 — [800, 145, 1118, 161]
directory-entry: — Wwe., Privatiere, Martinistr. 29, ✉ 20 — [800, 1249, 1058, 1264]
directory-entry: — R., Morahtstr. 5, H. 3, ✉ 26 — [800, 1084, 992, 1100]
directory-entry: — Herm., Arbtr., Eulenkamp 9 — [475, 1868, 669, 1884]
directory-entry: — Heinr., Maschinist, Wohldorferstr. 36 — [1125, 879, 1379, 895]
directory-entry: — Theodor, Möbeltransport, BCto: Deutsche B. Fil. Hbg., Dep.-Kasse E, ☎ V, 8739, Osterstr. 62, ✉ 19 — [800, 1101, 1111, 1150]
directory-entry: — W. D. H., Hauswart, Heilwigstr. 158, H. A — [800, 1232, 1081, 1248]
directory-entry: — H., Kutscher, Robinsonstr. 21, ✉ 35 — [800, 1681, 1042, 1697]
directory-entry: Auracher, E., Steward, Hellkamp 16, ✉3 — [1125, 331, 1426, 348]
directory-entry: ⊙ S. Augenstern, IR, Herren- und Knabenkonfektion, BCto: Nordd. B. u. Postscheck- 2776, ☎ VIII, 1780, alter Steinweg 78, ✉ 11, ☎ V, 8216, Parkallee 18, ✉ 37 — [475, 1417, 788, 1508]
directory-entry: — C. W., Scheider, ☎ VIII, 5538, Stiftstrasse 10, ✉ 5 — [800, 210, 1109, 243]
directory-entry: ⊙ Auskunftei Fels Hermann Wittlake, IR, ☎ III, 7989, gr. Theaterstrasse 34/35, ✉ 36, Inh: Herm. Wittlake. Siehe Abschn. III unter: Detektivbureaus. — [1125, 1376, 1415, 1467]
directory-entry: — Augustin, Chr., Spezialität: Grab- u. Gartengitter, BCto: Vereinsbank, ☎ VIII, 9505, Ohlsdorf, Fuhlsbüttelerstr. 687 — [800, 161, 1102, 210]
directory-entry: — H., ☎ IV, 8098, Papenstr. 16, ✉ 23 — [1125, 912, 1363, 928]
directory-entry: Augustin, A., Arbtr., Osterstr. 174, Hths. ✉19 — [475, 1933, 780, 1967]
directory-entry: August, Gust., ¹/Fª Robert Köhn & G. August, Süderstr. 81, ✉ 15 — [475, 1687, 753, 1721]
directory-entry: Aulerich, A., Postbote, b. alt. Schützenhof 33 — [800, 1567, 1117, 1600]
directory-entry: Auhagen, A., Arbtr., Amselstr. 3, H. B, ✉22 — [800, 1314, 1103, 1348]
directory-entry: — H., Düsternstr. 22/26, ✉ 36 — [800, 620, 990, 636]
directory-entry: Auls, W., Stauervize, Idastr. 1, ✉ 15 — [800, 1780, 1066, 1797]
directory-entry: — Karl, Schlachtermstr., Humboldtstr. 18 — [150, 945, 415, 961]
directory-entry: — J. H. H., Kantstr. 33, ✉ 23 — [150, 243, 330, 259]
directory-entry: — J., Hausmstr., Zippelhaus 18, Hths. — [1125, 633, 1365, 649]
directory-entry: — Friedr., Händl., Lincolnstr. 13, ✉ 4 — [150, 1456, 387, 1472]
